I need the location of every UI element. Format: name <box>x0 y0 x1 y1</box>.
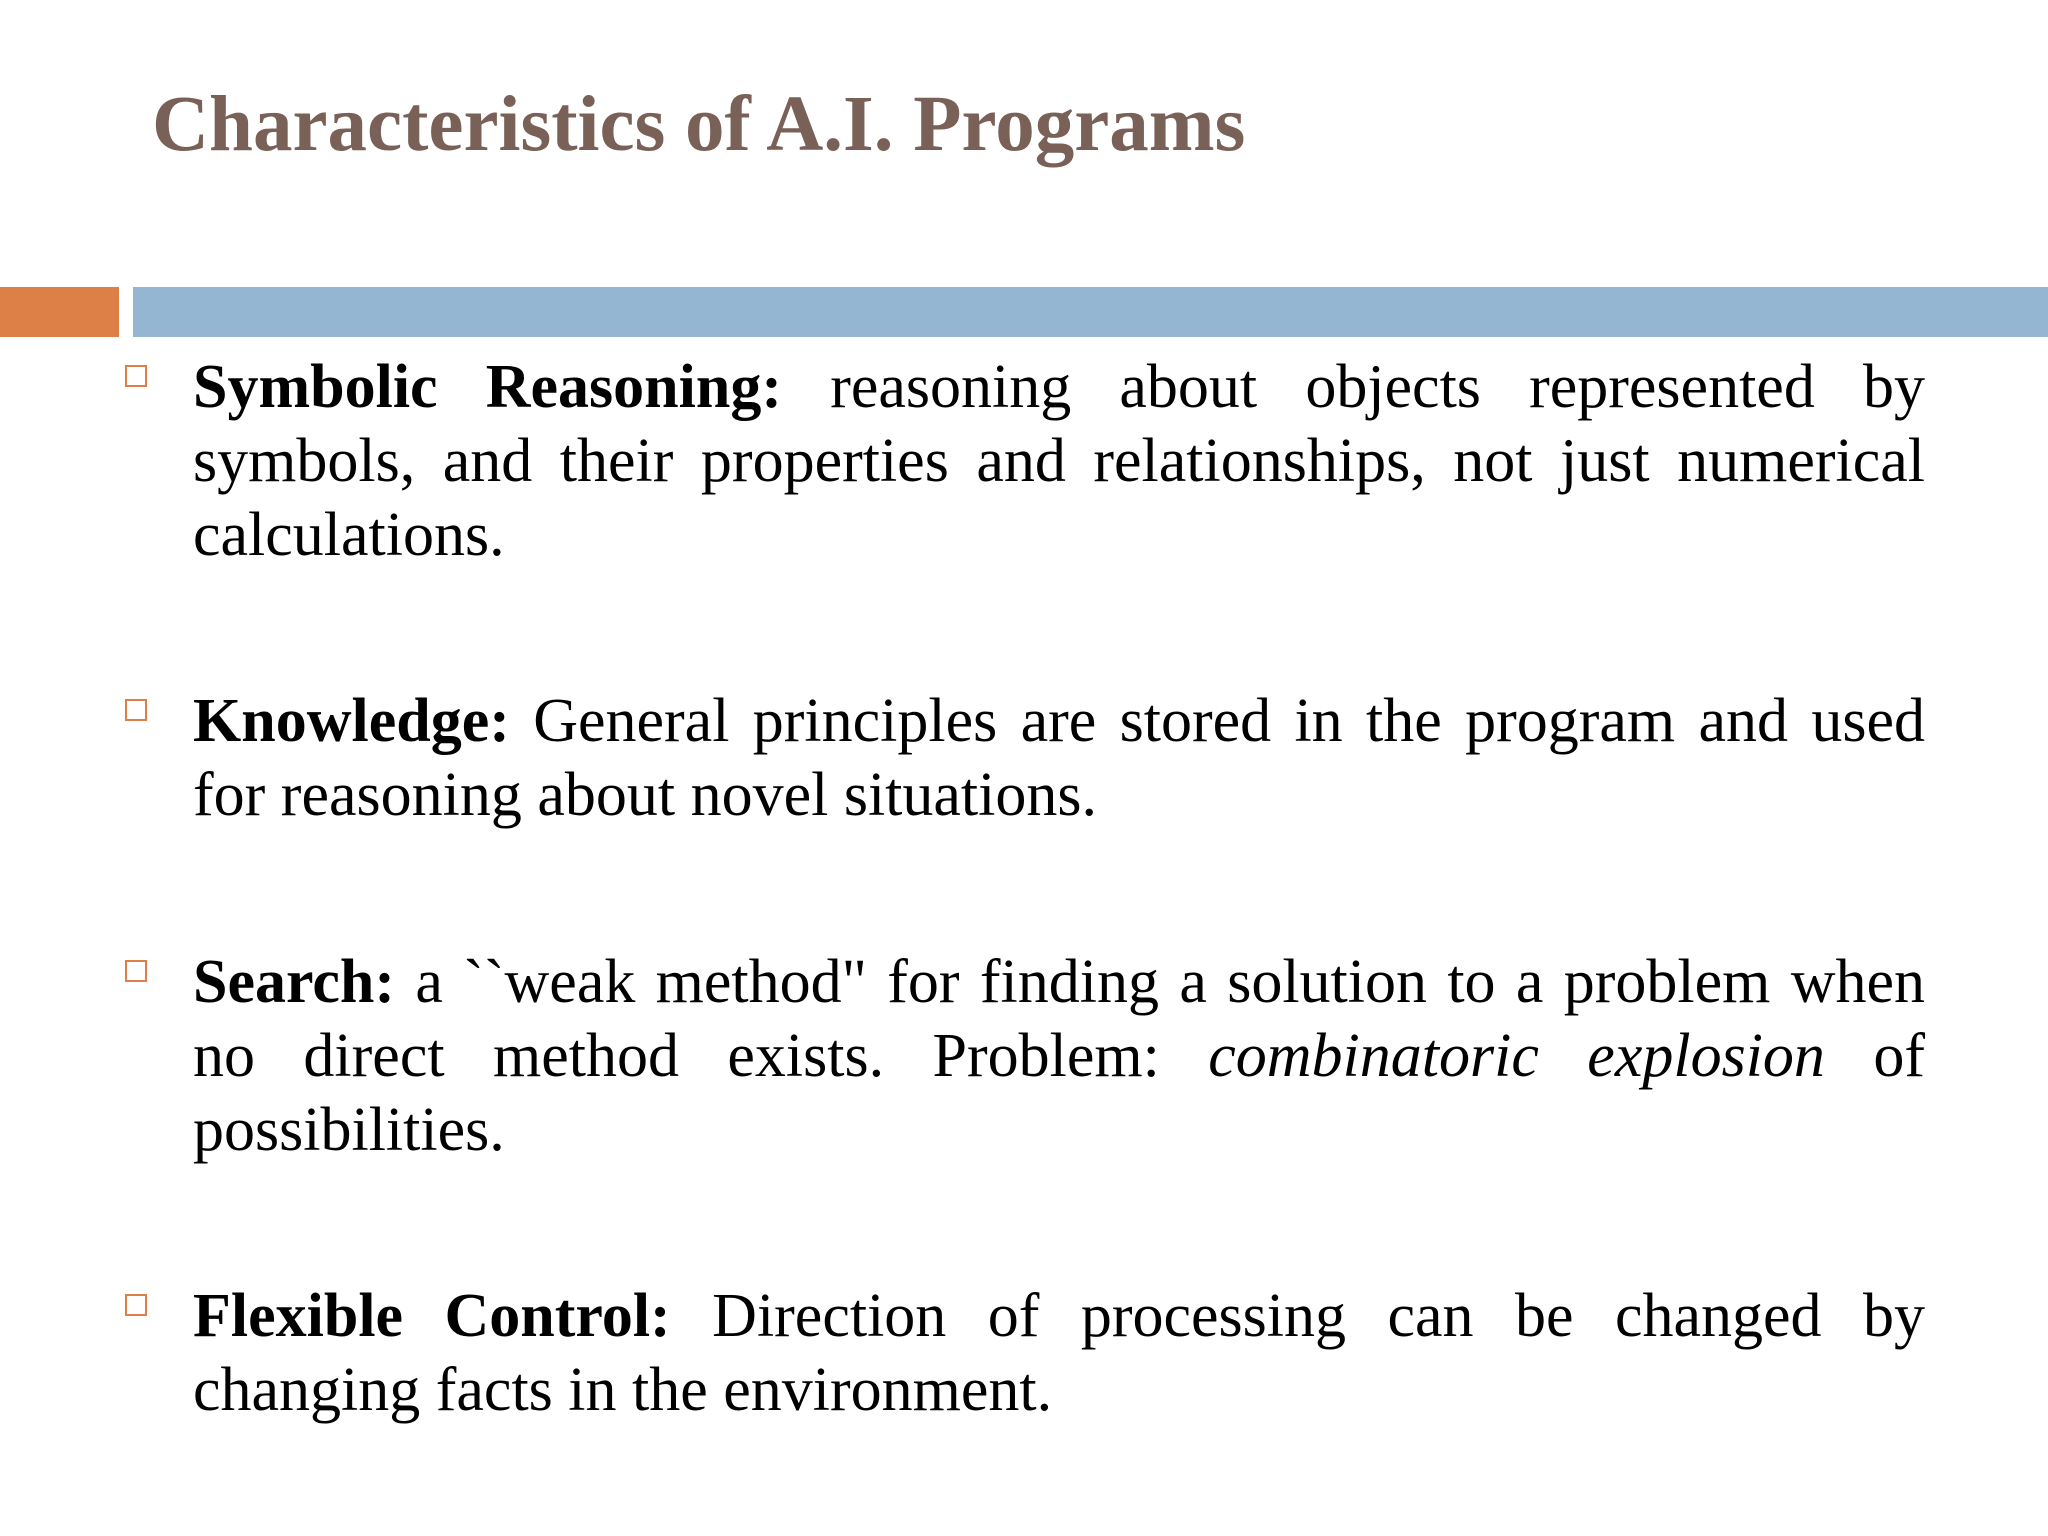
bullet-description: a ``weak method" for finding a solution to a problem when no direct method exists. Problem: <box>193 948 1925 1090</box>
square-outline-icon <box>125 365 147 387</box>
header-bar <box>133 287 2048 337</box>
bullet-description: Direction of processing can be changed by changing facts in the environment. <box>193 1282 1925 1424</box>
bullet-tail: of possibilities. <box>193 1022 1925 1164</box>
square-outline-icon <box>125 699 147 721</box>
bullet-term: Knowledge: <box>193 687 510 755</box>
bullet-text <box>193 945 1925 1167</box>
bullet-text <box>193 350 1925 572</box>
slide-title: Characteristics of A.I. Programs <box>152 81 1246 168</box>
bullet-term: Search: <box>193 948 396 1016</box>
accent-bar <box>0 287 119 337</box>
bullet-term: Flexible Control: <box>193 1282 671 1350</box>
square-outline-icon <box>125 960 147 982</box>
square-outline-icon <box>125 1294 147 1316</box>
bullet-emphasis: combinatoric explosion <box>1208 1022 1825 1090</box>
bullet-description: reasoning about objects represented by symbols, and their properties and relationships, not just numerical calculations. <box>193 353 1925 569</box>
bullet-term: Symbolic Reasoning: <box>193 353 783 421</box>
bullet-text <box>193 684 1925 832</box>
bullet-description: General principles are stored in the program and used for reasoning about novel situations. <box>193 687 1925 829</box>
bullet-text <box>193 1279 1925 1427</box>
